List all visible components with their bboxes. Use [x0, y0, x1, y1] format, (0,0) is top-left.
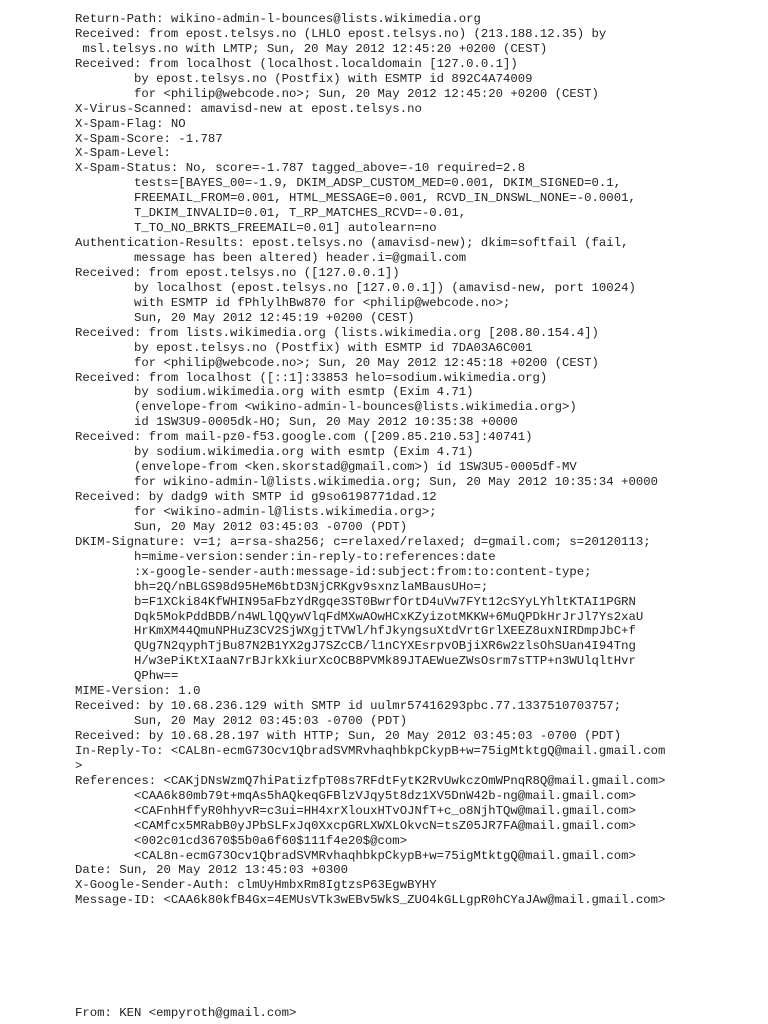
- header-line: for wikino-admin-l@lists.wikimedia.org; Sun, 20 May 2012 10:35:34 +0000: [75, 475, 658, 490]
- header-line: T_DKIM_INVALID=0.01, T_RP_MATCHES_RCVD=-0.01,: [75, 206, 467, 221]
- header-line: b=F1XCki84KfWHIN95aFbzYdRgqe3ST0BwrfOrtD4uVw7FYt12cSYyLYhltKTAI1PGRN: [75, 594, 636, 609]
- header-line: <CAL8n-ecmG73Ocv1QbradSVMRvhaqhbkpCkypB+w=75igMtktgQ@mail.gmail.com>: [75, 848, 636, 863]
- header-line: (envelope-from <ken.skorstad@gmail.com>) id 1SW3U5-0005df-MV: [75, 460, 577, 475]
- header-line: QPhw==: [75, 669, 179, 684]
- header-line: Received: from epost.telsys.no (LHLO epost.telsys.no) (213.188.12.35) by: [75, 26, 607, 41]
- header-line: msl.telsys.no with LMTP; Sun, 20 May 2012 12:45:20 +0200 (CEST): [75, 41, 548, 56]
- header-line: by sodium.wikimedia.org with esmtp (Exim 4.71): [75, 385, 474, 400]
- header-line: H/w3ePiKtXIaaN7rBJrkXkiurXcOCB8PVMk89JTAEWueZWsOsrm7sTTP+n3WUlqltHvr: [75, 654, 636, 669]
- header-line: for <philip@webcode.no>; Sun, 20 May 2012 12:45:20 +0200 (CEST): [75, 86, 599, 101]
- header-line: Message-ID: <CAA6k80kfB4Gx=4EMUsVTk3wEBv5WkS_ZUO4kGLLgpR0hCYaJAw@mail.gmail.com>: [75, 893, 666, 908]
- header-line: Return-Path: wikino-admin-l-bounces@lists.wikimedia.org: [75, 12, 481, 26]
- header-line: T_TO_NO_BRKTS_FREEMAIL=0.01] autolearn=no: [75, 221, 437, 236]
- header-line: References: <CAKjDNsWzmQ7hiPatizfpT08s7RFdtFytK2RvUwkczOmWPnqR8Q@mail.gmail.com>: [75, 773, 666, 788]
- header-line: tests=[BAYES_00=-1.9, DKIM_ADSP_CUSTOM_MED=0.001, DKIM_SIGNED=0.1,: [75, 176, 622, 191]
- raw-email-headers: [75, 12, 665, 908]
- from-header-line: From: KEN <empyroth@gmail.com>: [75, 1006, 297, 1020]
- header-line: X-Google-Sender-Auth: clmUyHmbxRm8IgtzsP63EgwBYHY: [75, 878, 437, 893]
- header-line: Dqk5MokPddBDB/n4WLlQQywVlqFdMXwAOwHCxKZyizotMKKW+6MuQPDkHrJrJl7Ys2xaU: [75, 609, 644, 624]
- header-line: X-Spam-Level:: [75, 146, 171, 161]
- header-line: X-Spam-Score: -1.787: [75, 131, 223, 146]
- header-line: h=mime-version:sender:in-reply-to:references:date: [75, 549, 496, 564]
- header-line: (envelope-from <wikino-admin-l-bounces@lists.wikimedia.org>): [75, 400, 577, 415]
- header-line: Received: from localhost ([::1]:33853 helo=sodium.wikimedia.org): [75, 370, 548, 385]
- header-line: <CAMfcx5MRabB0yJPbSLFxJq0XxcpGRLXWXLOkvcN=tsZ05JR7FA@mail.gmail.com>: [75, 818, 636, 833]
- header-line: by sodium.wikimedia.org with esmtp (Exim 4.71): [75, 445, 474, 460]
- header-line: with ESMTP id fPhlylhBw870 for <philip@webcode.no>;: [75, 295, 511, 310]
- header-line: Received: from lists.wikimedia.org (lists.wikimedia.org [208.80.154.4]): [75, 325, 599, 340]
- header-line: for <wikino-admin-l@lists.wikimedia.org>;: [75, 504, 437, 519]
- header-line: for <philip@webcode.no>; Sun, 20 May 2012 12:45:18 +0200 (CEST): [75, 355, 599, 370]
- header-line: Received: from localhost (localhost.localdomain [127.0.0.1]): [75, 56, 518, 71]
- header-line: MIME-Version: 1.0: [75, 684, 201, 699]
- header-line: QUg7N2qyphTjBu87N2B1YX2gJ7SZcCB/l1nCYXEsrpvOBjiXR6w2zlsOhSUan4I94Tng: [75, 639, 636, 654]
- header-line: Sun, 20 May 2012 12:45:19 +0200 (CEST): [75, 310, 415, 325]
- header-line: X-Spam-Status: No, score=-1.787 tagged_above=-10 required=2.8: [75, 161, 526, 176]
- header-line: :x-google-sender-auth:message-id:subject:from:to:content-type;: [75, 564, 592, 579]
- header-line: HrKmXM44QmuNPHuZ3CV2SjWXgjtTVWl/hfJkyngsuXtdVrtGrlXEEZ8uxNIRDmpJbC+f: [75, 624, 636, 639]
- header-line: Received: from mail-pz0-f53.google.com ([209.85.210.53]:40741): [75, 430, 533, 445]
- header-line: <CAFnhHffyR0hhyvR=c3ui=HH4xrXlouxHTvOJNfT+c_o8NjhTQw@mail.gmail.com>: [75, 803, 636, 818]
- header-line: Received: by 10.68.28.197 with HTTP; Sun, 20 May 2012 03:45:03 -0700 (PDT): [75, 729, 622, 743]
- header-line: id 1SW3U9-0005dk-HO; Sun, 20 May 2012 10:35:38 +0000: [75, 415, 518, 430]
- header-line: <002c01cd3670$5b0a6f60$111f4e20$@com>: [75, 833, 408, 848]
- header-line: by epost.telsys.no (Postfix) with ESMTP id 892C4A74009: [75, 71, 533, 86]
- header-line: Sun, 20 May 2012 03:45:03 -0700 (PDT): [75, 519, 408, 534]
- header-line: X-Virus-Scanned: amavisd-new at epost.telsys.no: [75, 101, 422, 116]
- header-line: message has been altered) header.i=@gmail.com: [75, 251, 467, 265]
- header-line: Received: by 10.68.236.129 with SMTP id uulmr57416293pbc.77.1337510703757;: [75, 699, 622, 714]
- header-line: bh=2Q/nBLGS98d95HeM6btD3NjCRKgv9sxnzlaMBausUHo=;: [75, 579, 489, 594]
- header-line: <CAA6k80mb79t+mqAs5hAQkeqGFBlzVJqy5t8dz1XV5DnW42b-ng@mail.gmail.com>: [75, 788, 636, 803]
- header-line: Sun, 20 May 2012 03:45:03 -0700 (PDT): [75, 714, 408, 729]
- header-line: Received: from epost.telsys.no ([127.0.0.1]): [75, 265, 400, 280]
- header-line: X-Spam-Flag: NO: [75, 116, 186, 131]
- header-line: >: [75, 758, 83, 773]
- header-line: by epost.telsys.no (Postfix) with ESMTP id 7DA03A6C001: [75, 340, 533, 355]
- header-line: DKIM-Signature: v=1; a=rsa-sha256; c=relaxed/relaxed; d=gmail.com; s=20120113;: [75, 534, 651, 549]
- header-line: by localhost (epost.telsys.no [127.0.0.1]) (amavisd-new, port 10024): [75, 280, 636, 295]
- header-line: FREEMAIL_FROM=0.001, HTML_MESSAGE=0.001, RCVD_IN_DNSWL_NONE=-0.0001,: [75, 191, 636, 206]
- header-line: Received: by dadg9 with SMTP id g9so6198771dad.12: [75, 490, 437, 504]
- header-line: In-Reply-To: <CAL8n-ecmG73Ocv1QbradSVMRvhaqhbkpCkypB+w=75igMtktgQ@mail.gmail.com: [75, 743, 666, 758]
- header-line: Date: Sun, 20 May 2012 13:45:03 +0300: [75, 863, 349, 878]
- header-line: Authentication-Results: epost.telsys.no (amavisd-new); dkim=softfail (fail,: [75, 236, 629, 251]
